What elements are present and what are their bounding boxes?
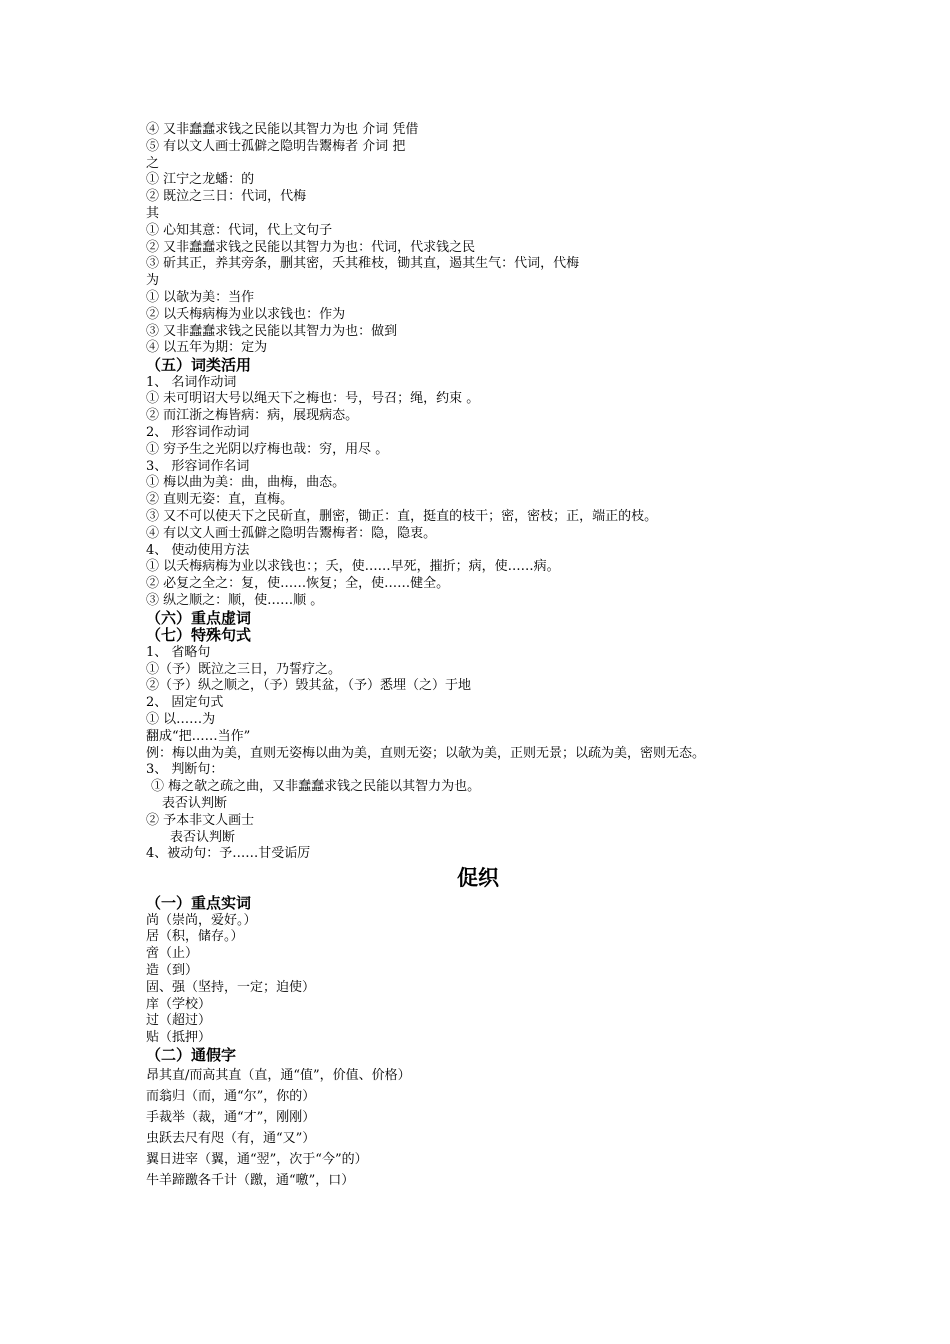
text-line: ② 而江浙之梅皆病：病，展现病态。 <box>146 408 359 424</box>
section-heading-1: （一）重点实词 <box>146 894 252 913</box>
text-line: 造（到） <box>146 963 199 979</box>
text-line: ②（予）纵之顺之，（予）毁其盆，（予）悉埋（之）于地 <box>146 678 472 694</box>
text-line: 庠（学校） <box>146 996 212 1012</box>
text-line: ① 以欹为美：当作 <box>146 289 255 305</box>
text-line: ② 直则无姿：直，直梅。 <box>146 492 294 508</box>
text-line: 1、 名词作动词 <box>146 374 237 390</box>
text-line: ① 以夭梅病梅为业以求钱也：；夭，使……早死，摧折；病，使……病。 <box>146 559 560 575</box>
text-line: ④ 又非蠢蠢求钱之民能以其智力为也 介词 凭借 <box>146 122 419 137</box>
page-title: 促织 <box>457 866 499 891</box>
text-line: 4、 使动使用方法 <box>146 542 250 558</box>
text-line: ③ 斫其正，养其旁条，删其密，夭其稚枝，锄其直，遏其生气：代词，代梅 <box>146 256 580 272</box>
text-line: 尚（崇尚，爱好。） <box>146 912 257 928</box>
text-line: 4、被动句：予……甘受诟厉 <box>146 846 311 862</box>
text-line: 例：梅以曲为美，直则无姿梅以曲为美，直则无姿；以欹为美，正则无景；以疏为美，密则无态。 <box>146 745 706 761</box>
text-line: ① 江宁之龙蟠：的 <box>146 172 255 188</box>
text-line: ③ 纵之顺之：顺，使……顺 。 <box>146 593 324 609</box>
text-line: ① 穷予生之光阴以疗梅也哉：穷，用尽 。 <box>146 441 389 457</box>
text-line: 之 <box>146 155 160 171</box>
text-line: ⑤ 有以文人画士孤僻之隐明告鬻梅者 介词 把 <box>146 138 406 154</box>
text-line: 表否认判断 <box>170 829 236 845</box>
text-line: 2、 固定句式 <box>146 695 224 711</box>
text-line: ①（予）既泣之三日，乃誓疗之。 <box>146 661 342 677</box>
section-heading-6: （六）重点虚词 <box>146 608 252 627</box>
text-line: ① 梅以曲为美：曲，曲梅，曲态。 <box>146 475 346 491</box>
text-line: 3、 判断句： <box>146 762 224 778</box>
text-line: 固、强（坚持，一定；迫使） <box>146 979 316 995</box>
text-line: 手裁举（裁，通“才”，刚刚） <box>146 1109 316 1125</box>
text-line: 翻成“把……当作” <box>146 728 251 744</box>
text-line: ① 以……为 <box>146 712 216 727</box>
text-line: ② 予本非文人画士 <box>146 812 255 828</box>
text-line: 居（积，储存。） <box>146 929 244 945</box>
text-line: ② 以夭梅病梅为业以求钱也：作为 <box>146 306 346 322</box>
text-line: 贴（抵押） <box>146 1030 212 1046</box>
text-line: 翼日进宰（翼，通“翌”，次于“今”的） <box>146 1151 368 1167</box>
text-line: ④ 有以文人画士孤僻之隐明告鬻梅者：隐，隐衷。 <box>146 525 437 541</box>
text-line: 昂其直/而高其直（直，通“值”，价值、价格） <box>146 1067 411 1083</box>
text-line: ④ 以五年为期：定为 <box>146 340 268 356</box>
text-line: 牛羊蹄躈各千计（躈，通“噭”，口） <box>146 1172 355 1188</box>
section-heading-7: （七）特殊句式 <box>146 626 252 645</box>
text-line: ② 又非蠢蠢求钱之民能以其智力为也：代词，代求钱之民 <box>146 239 476 255</box>
text-line: 表否认判断 <box>162 795 228 811</box>
text-line: ③ 又非蠢蠢求钱之民能以其智力为也：做到 <box>146 323 398 339</box>
text-line: ② 必复之全之：复，使……恢复；全，使……健全。 <box>146 576 450 592</box>
text-line: ② 既泣之三日：代词，代梅 <box>146 189 307 205</box>
text-line: 1、 省略句 <box>146 644 211 660</box>
text-line: ① 心知其意：代词，代上文句子 <box>146 222 333 238</box>
text-line: 2、 形容词作动词 <box>146 425 250 441</box>
text-line: 而翁归（而，通“尔”，你的） <box>146 1088 316 1104</box>
text-line: 啻（止） <box>146 946 199 962</box>
text-line: ① 梅之欹之疏之曲，又非蠢蠢求钱之民能以其智力为也。 <box>151 779 481 795</box>
section-heading-5: （五）词类活用 <box>146 356 252 375</box>
text-line: 虫跃去尺有咫（有，通“又”） <box>146 1130 316 1146</box>
text-line: 过（超过） <box>146 1013 212 1029</box>
document-page <box>146 122 826 1191</box>
text-line: ① 未可明诏大号以绳天下之梅也：号，号召；绳，约束 。 <box>146 391 480 407</box>
text-line: 为 <box>146 273 160 289</box>
text-line: 其 <box>146 205 160 221</box>
text-line: 3、 形容词作名词 <box>146 458 250 474</box>
text-line: ③ 又不可以使天下之民斫直，删密，锄正：直，挺直的枝干；密，密枝；正，端正的枝。 <box>146 509 658 525</box>
section-heading-2: （二）通假字 <box>146 1046 237 1065</box>
